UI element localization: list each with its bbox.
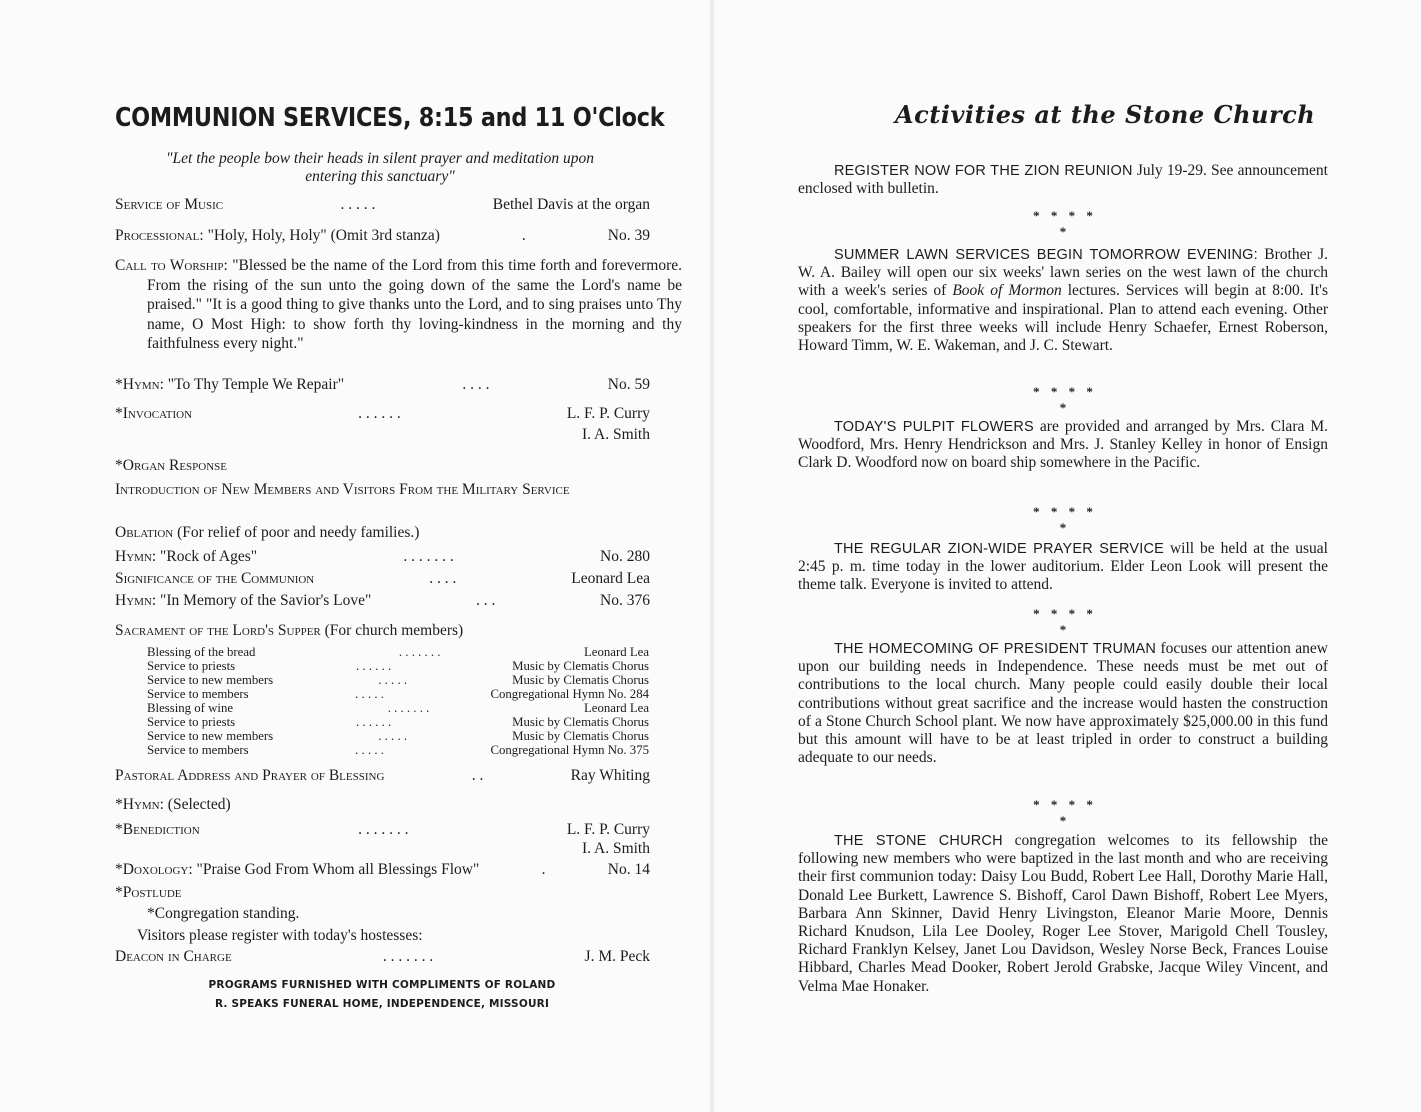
significance-row: [115, 570, 650, 588]
activities-title: Activities at the Stone Church: [895, 100, 1316, 129]
announcement-italic: Book of Mormon: [952, 282, 1062, 300]
leader-dots: . . . . .: [355, 743, 384, 757]
invocation-row-2: [115, 426, 650, 444]
item-value: L. F. P. Curry: [566, 405, 650, 422]
leader-dots: . . . . .: [340, 196, 376, 213]
pastoral-row: [115, 767, 650, 785]
item-text: "Praise God From Whom all Blessings Flow": [192, 861, 480, 878]
item-label: *Hymn:: [115, 376, 164, 393]
standing-note: *Congregation standing.: [147, 905, 300, 922]
separator: * * * * *: [1033, 797, 1097, 828]
item-label: Service of Music: [115, 196, 224, 213]
service-of-music-row: [115, 196, 650, 214]
item-value: J. M. Peck: [584, 948, 650, 965]
announcement-text: July 19-29. See announcement enclosed with bulletin.: [798, 162, 1328, 198]
announcement-text: congregation welcomes to its fellowship the following new members who were baptized in the last month and who are receiving their first communion today: Daisy Lou Budd, Robert Lee Hall, Dorothy Marie Hall, Donald Lee Burkett, Lawrence S. Bishoff, Carol Dawn Bishoff, Robert Lee Myers, Barbara Ann Skinner, David Henry Livingston, Eleanor Marie Moore, Dennis Richard Knudson, Lila Lee Dooley, Roger Lee Stover, Marigold Chell Tousley, Richard Franklyn Kelsey, Janet Lou Davidson, Wesley Norse Beck, Frances Louise Hibbard, Charles Mead Dooker, Robert Jerold Grabske, Jacque Wiley Vincent, and Velma Mae Honaker.: [798, 832, 1328, 995]
item-label: Sacrament of the Lord's Supper: [115, 622, 321, 639]
sacrament-item: [147, 715, 649, 730]
item-value: No. 376: [600, 592, 650, 609]
item-text: "To Thy Temple We Repair": [163, 376, 345, 393]
benediction-row: [115, 821, 650, 839]
activities-page: [790, 0, 1335, 1112]
item-label: Service to new members: [147, 729, 274, 743]
announcement-text: Brother J. W. A. Bailey will open our six weeks' lawn series on the west lawn of the church with a week's series of: [798, 246, 1328, 300]
item-value: No. 280: [600, 548, 650, 565]
leader-dots: . . . . . .: [358, 405, 401, 422]
item-label: Processional:: [115, 227, 204, 244]
footer-line-1: PROGRAMS FURNISHED WITH COMPLIMENTS OF ROLAND: [208, 979, 556, 991]
announcement-lead: REGISTER NOW FOR THE ZION REUNION: [834, 163, 1133, 179]
item-value: Leonard Lea: [583, 645, 649, 659]
footer-line-2: R. SPEAKS FUNERAL HOME, INDEPENDENCE, MISSOURI: [214, 998, 550, 1010]
hymn-row: [115, 796, 650, 814]
leader-dots: . . . . . . .: [358, 821, 409, 838]
item-value: Leonard Lea: [583, 701, 649, 715]
item-text: (Selected): [163, 796, 231, 813]
item-text: "Rock of Ages": [156, 548, 258, 565]
item-value: Music by Clematis Chorus: [512, 715, 649, 729]
item-label: Blessing of wine: [147, 701, 234, 715]
hymn-row: [115, 376, 650, 394]
organ-response: *Organ Response: [115, 457, 228, 474]
separator: * * * * *: [1033, 504, 1097, 535]
page-fold: [710, 0, 714, 1112]
leader-dots: . . . . . . .: [382, 948, 434, 965]
item-text: "Holy, Holy, Holy" (Omit 3rd stanza): [203, 227, 440, 244]
leader-dots: . . . . . . .: [398, 645, 441, 659]
hymn-row: [115, 592, 650, 610]
leader-dots: . . . . . . .: [387, 701, 430, 715]
item-label: *Hymn:: [115, 796, 164, 813]
item-value: I. A. Smith: [581, 840, 650, 857]
announcement-text: will be held at the usual 2:45 p. m. time today in the lower auditorium. Elder Leon Look will present the theme talk. Everyone is invited to attend.: [798, 540, 1328, 594]
separator: * * * * *: [1033, 606, 1097, 637]
item-text: (For church members): [320, 622, 464, 639]
item-label: *Benediction: [115, 821, 200, 838]
announcement-lead: SUMMER LAWN SERVICES BEGIN TOMORROW EVENING:: [834, 247, 1258, 263]
separator: * * * * *: [1033, 208, 1097, 239]
leader-dots: . . . . .: [355, 687, 384, 701]
sacrament-item: [147, 687, 649, 702]
leader-dots: . . .: [476, 592, 496, 609]
introduction: Introduction of New Members and Visitors From the Military Service: [115, 481, 570, 498]
item-label: Service to members: [147, 743, 249, 757]
item-label: Pastoral Address and Prayer of Blessing: [115, 767, 385, 784]
sacrament-item: [147, 701, 649, 716]
leader-dots: . . . .: [462, 376, 490, 393]
oblation-row: [115, 524, 650, 542]
processional-row: [115, 227, 650, 245]
item-label: Service to priests: [147, 659, 236, 673]
sacrament-item: [147, 673, 649, 688]
announcement-text: lectures. Services will begin at 8:00. It's cool, comfortable, informative and inspirational. Plan to attend each evening. Other speakers for the first three weeks will include Henry Schaefer, Ernest Roberson, Howard Timm, W. E. Wakeman, and J. C. Stewart.: [798, 282, 1328, 355]
announcement-lead: TODAY'S PULPIT FLOWERS: [834, 419, 1034, 435]
visitors-note: Visitors please register with today's hostesses:: [137, 927, 423, 944]
benediction-row-2: [115, 840, 650, 858]
item-label: Hymn:: [115, 592, 157, 609]
announcement-text: focuses our attention anew upon our building needs in Independence. These needs must be met out of contributions to the local church. Many people could easily double their local contributions without great sacrifice and the increase would hasten the construction of a Stone Church School plant. We now have approximately $25,000.00 in this fund but this amount will have to be at least tripled in order to construct a building adequate to our needs.: [798, 640, 1328, 767]
call-to-worship: [115, 256, 682, 354]
sacrament-item: [147, 743, 649, 758]
item-value: No. 59: [607, 376, 650, 393]
leader-dots: . .: [471, 767, 484, 784]
sacrament-item: [147, 729, 649, 744]
item-label: Deacon in Charge: [115, 948, 232, 965]
announcement-lead: THE HOMECOMING OF PRESIDENT TRUMAN: [834, 641, 1157, 657]
announcement-prayer-service: [798, 540, 1328, 595]
item-label: Hymn:: [115, 548, 157, 565]
separator: * * * * *: [1033, 384, 1097, 415]
leader-dots: . . . . .: [378, 673, 408, 687]
item-value: No. 39: [607, 227, 650, 244]
item-label: *Invocation: [115, 405, 193, 422]
item-label: Service to new members: [147, 673, 274, 687]
leader-dots: .: [521, 227, 526, 244]
item-value: Music by Clematis Chorus: [512, 659, 649, 673]
leader-dots: . . . . .: [378, 729, 408, 743]
announcement-pulpit-flowers: [798, 418, 1328, 473]
item-value: L. F. P. Curry: [566, 821, 650, 838]
announcement-new-members: [798, 832, 1328, 996]
opening-quote: "Let the people bow their heads in silent prayer and meditation upon entering this sanctuary": [166, 150, 594, 185]
sacrament-row: [115, 622, 650, 640]
announcement-reunion: [798, 162, 1328, 198]
item-label: *Doxology:: [115, 861, 193, 878]
item-text: (For relief of poor and needy families.): [173, 524, 420, 541]
item-value: No. 14: [607, 861, 650, 878]
item-value: Music by Clematis Chorus: [512, 729, 649, 743]
invocation-row: [115, 405, 650, 423]
announcement-lead: THE STONE CHURCH: [834, 833, 1003, 849]
item-label: Call to Worship:: [115, 257, 228, 274]
item-value: Ray Whiting: [570, 767, 650, 784]
postlude: *Postlude: [115, 884, 182, 901]
item-text: "In Memory of the Savior's Love": [156, 592, 372, 609]
communion-program-page: [105, 0, 682, 1112]
announcement-lead: THE REGULAR ZION-WIDE PRAYER SERVICE: [834, 541, 1164, 557]
announcement-lawn-services: [798, 246, 1328, 355]
deacon-row: [115, 948, 650, 966]
announcement-text: are provided and arranged by Mrs. Clara M. Woodford, Mrs. Henry Hendrickson and Mrs. J. Stanley Kelley in honor of Ensign Clark D. Woodford now on board ship somewhere in the Pacific.: [798, 418, 1328, 472]
page-title: COMMUNION SERVICES, 8:15 and 11 O'Clock: [115, 103, 665, 133]
item-label: Oblation: [115, 524, 174, 541]
item-label: Service to members: [147, 687, 249, 701]
leader-dots: . . . . . .: [356, 715, 392, 729]
item-value: Congregational Hymn No. 284: [490, 687, 649, 701]
item-value: Leonard Lea: [571, 570, 650, 587]
doxology-row: [115, 861, 650, 879]
hymn-row: [115, 548, 650, 566]
sacrament-item: [147, 645, 649, 660]
item-value: Congregational Hymn No. 375: [490, 743, 649, 757]
leader-dots: . . . . . . .: [403, 548, 454, 565]
item-value: Music by Clematis Chorus: [512, 673, 649, 687]
announcement-truman: [798, 640, 1328, 767]
item-label: Significance of the Communion: [115, 570, 315, 587]
item-label: Service to priests: [147, 715, 236, 729]
leader-dots: . . . . . .: [356, 659, 392, 673]
leader-dots: . . . .: [429, 570, 457, 587]
leader-dots: .: [541, 861, 546, 878]
item-label: Blessing of the bread: [147, 645, 256, 659]
item-text: "Blessed be the name of the Lord from this time forth and forevermore. From the rising of the sun unto the going down of the same the Lord's name be praised." "It is a good thing to give thanks unto the Lord, and to sing praises unto Thy name, O Most High: to show forth thy loving-kindness in the morning and thy faithfulness every night.": [147, 257, 682, 352]
item-value: Bethel Davis at the organ: [492, 196, 650, 213]
sacrament-item: [147, 659, 649, 674]
item-value: I. A. Smith: [581, 426, 650, 443]
